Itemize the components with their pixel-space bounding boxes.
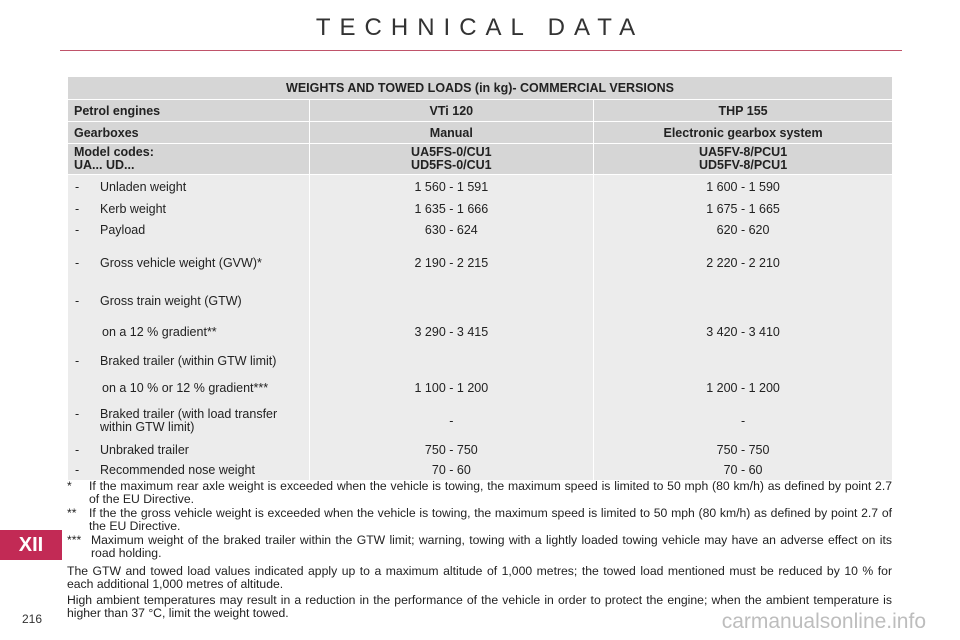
table-row xyxy=(68,316,893,348)
model-code-2b: UD5FV-8/PCU1 xyxy=(698,158,788,172)
table-row xyxy=(68,199,893,220)
row-value-2: 3 420 - 3 410 xyxy=(594,316,893,348)
row-label: Payload xyxy=(100,223,146,237)
row-dash: - xyxy=(75,463,80,477)
table-row xyxy=(68,461,893,480)
table-row xyxy=(68,241,893,286)
row-value-2: 1 675 - 1 665 xyxy=(594,199,893,220)
row-label: Kerb weight xyxy=(100,202,167,216)
row-label: on a 10 % or 12 % gradient*** xyxy=(102,380,269,395)
row-value-1: 750 - 750 xyxy=(309,440,594,461)
row-dash: - xyxy=(75,293,80,308)
engines-row xyxy=(68,100,893,122)
model-label-line-2: UA... UD... xyxy=(74,158,135,172)
gearbox-row xyxy=(68,122,893,144)
row-dash: - xyxy=(75,256,80,270)
row-dash: - xyxy=(75,406,80,421)
row-value-2: 750 - 750 xyxy=(594,440,893,461)
table-row xyxy=(68,402,893,440)
row-dash: - xyxy=(75,443,80,457)
page-number: 216 xyxy=(22,612,43,626)
row-label: Recommended nose weight xyxy=(100,463,255,477)
row-value-1: 630 - 624 xyxy=(309,220,594,241)
gearbox-1: Manual xyxy=(309,122,594,144)
row-dash: - xyxy=(75,179,80,194)
watermark: carmanualsonline.info xyxy=(721,610,926,633)
model-codes-row xyxy=(68,144,893,175)
row-label: Gross train weight (GTW) xyxy=(100,293,242,308)
row-value-2: 620 - 620 xyxy=(594,220,893,241)
row-value-1: 2 190 - 2 215 xyxy=(309,241,594,286)
temperature-paragraph: High ambient temperatures may result in a reduction in the performance of the vehicle in order to protect the engine; when the ambient temperature is higher than 37 °C, limit the weight towed. xyxy=(67,593,892,620)
model-codes-label xyxy=(68,144,310,175)
engines-label: Petrol engines xyxy=(68,100,310,122)
footnote-mark: * xyxy=(67,479,72,493)
row-dash: - xyxy=(75,202,80,216)
table-row xyxy=(68,175,893,199)
footnote-text: If the maximum rear axle weight is exceeded when the vehicle is towing, the maximum speed is limited to 50 mph (80 km/h) as defined by point 2.7 of the EU Directive. xyxy=(89,479,892,506)
footnote-2 xyxy=(67,507,892,532)
row-value-1: - xyxy=(309,402,594,440)
weights-table-body xyxy=(68,175,893,480)
table-row xyxy=(68,220,893,241)
table-row xyxy=(68,286,893,316)
row-label: on a 12 % gradient** xyxy=(102,324,217,339)
row-dash: - xyxy=(75,223,80,237)
table-row xyxy=(68,440,893,461)
model-code-2a: UA5FV-8/PCU1 xyxy=(698,145,788,159)
row-value-1: 70 - 60 xyxy=(309,461,594,480)
footnote-3 xyxy=(67,534,892,559)
row-value-1 xyxy=(309,348,594,374)
row-label: Gross vehicle weight (GVW)* xyxy=(100,256,262,270)
title-divider xyxy=(60,50,902,51)
row-value-2: - xyxy=(594,402,893,440)
row-label: Braked trailer (within GTW limit) xyxy=(100,353,277,368)
engine-2: THP 155 xyxy=(594,100,893,122)
footnote-mark: *** xyxy=(67,533,82,547)
model-code-1b: UD5FS-0/CU1 xyxy=(411,158,492,172)
row-value-2: 1 200 - 1 200 xyxy=(594,374,893,402)
gearbox-2: Electronic gearbox system xyxy=(594,122,893,144)
weights-table xyxy=(67,76,893,480)
gearbox-label: Gearboxes xyxy=(68,122,310,144)
engine-1: VTi 120 xyxy=(309,100,594,122)
model-label-line-1: Model codes: xyxy=(74,145,154,159)
table-title-row xyxy=(68,77,893,100)
row-value-2: 70 - 60 xyxy=(594,461,893,480)
altitude-paragraph: The GTW and towed load values indicated apply up to a maximum altitude of 1,000 metres; the towed load mentioned must be reduced by 10 % for each additional 1,000 metres of altitude. xyxy=(67,564,892,591)
footnote-text: Maximum weight of the braked trailer within the GTW limit; warning, towing with a lightly loaded towing vehicle may have an adverse effect on its road holding. xyxy=(91,533,892,560)
row-value-1: 1 100 - 1 200 xyxy=(309,374,594,402)
row-label: Braked trailer (with load transfer within GTW limit) xyxy=(100,406,278,434)
row-value-2 xyxy=(594,348,893,374)
footnotes xyxy=(67,480,892,619)
table-row xyxy=(68,348,893,374)
row-value-1: 3 290 - 3 415 xyxy=(309,316,594,348)
model-code-1a: UA5FS-0/CU1 xyxy=(411,145,492,159)
model-code-2 xyxy=(594,144,893,175)
page-title: TECHNICAL DATA xyxy=(315,14,645,41)
row-label: Unladen weight xyxy=(100,179,187,194)
row-value-1 xyxy=(309,286,594,316)
row-value-2 xyxy=(594,286,893,316)
row-label: Unbraked trailer xyxy=(100,443,189,457)
row-value-1: 1 560 - 1 591 xyxy=(309,175,594,199)
footnote-text: If the the gross vehicle weight is exceeded when the vehicle is towing, the maximum speed is limited to 50 mph (80 km/h) as defined by point 2.7 of the EU Directive. xyxy=(89,506,892,533)
row-dash: - xyxy=(75,353,80,368)
table-row xyxy=(68,374,893,402)
row-value-2: 1 600 - 1 590 xyxy=(594,175,893,199)
table-title: WEIGHTS AND TOWED LOADS (in kg)- COMMERCIAL VERSIONS xyxy=(68,77,893,100)
row-value-1: 1 635 - 1 666 xyxy=(309,199,594,220)
footnote-1 xyxy=(67,480,892,505)
row-value-2: 2 220 - 2 210 xyxy=(594,241,893,286)
footnote-mark: ** xyxy=(67,506,77,520)
chapter-tab: XII xyxy=(0,530,62,560)
model-code-1 xyxy=(309,144,594,175)
